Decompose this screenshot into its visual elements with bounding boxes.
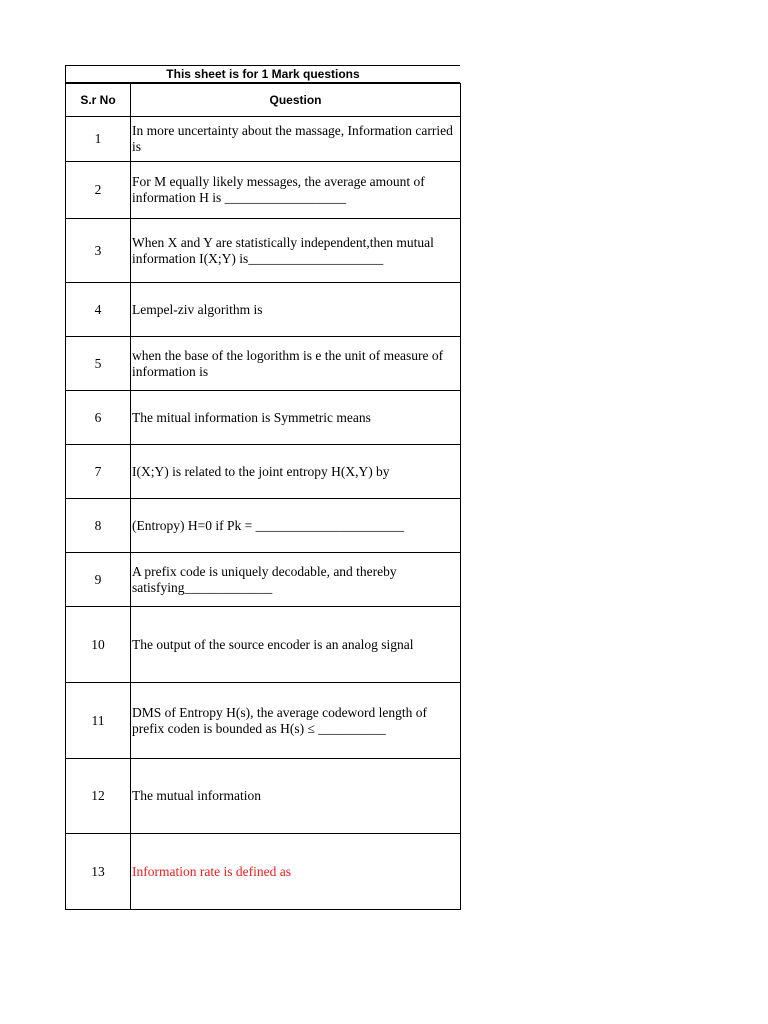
row-number: 3	[66, 219, 131, 283]
table-row	[66, 445, 461, 499]
row-number: 8	[66, 499, 131, 553]
question-text: In more uncertainty about the massage, Information carried is	[131, 117, 461, 162]
table-row	[66, 117, 461, 162]
row-number: 7	[66, 445, 131, 499]
table-row	[66, 553, 461, 607]
table-row	[66, 499, 461, 553]
row-number: 11	[66, 683, 131, 759]
row-number: 6	[66, 391, 131, 445]
table-row	[66, 283, 461, 337]
question-text: For M equally likely messages, the average amount of information H is __________________	[131, 162, 461, 219]
row-number: 5	[66, 337, 131, 391]
question-sheet	[65, 65, 460, 910]
row-number: 12	[66, 759, 131, 834]
question-text: I(X;Y) is related to the joint entropy H(X,Y) by	[131, 445, 461, 499]
header-row	[66, 84, 461, 117]
question-text: (Entropy) H=0 if Pk = ______________________	[131, 499, 461, 553]
question-text: The mutual information	[131, 759, 461, 834]
questions-table	[65, 83, 461, 910]
question-text: The mitual information is Symmetric means	[131, 391, 461, 445]
row-number: 10	[66, 607, 131, 683]
question-text: Information rate is defined as	[131, 834, 461, 910]
table-row	[66, 337, 461, 391]
question-text: when the base of the logorithm is e the unit of measure of information is	[131, 337, 461, 391]
question-text: A prefix code is uniquely decodable, and thereby satisfying_____________	[131, 553, 461, 607]
header-question: Question	[131, 84, 461, 117]
question-text: When X and Y are statistically independent,then mutual information I(X;Y) is____________________	[131, 219, 461, 283]
question-text: DMS of Entropy H(s), the average codeword length of prefix coden is bounded as H(s) ≤ __________	[131, 683, 461, 759]
table-row	[66, 219, 461, 283]
table-row	[66, 607, 461, 683]
row-number: 2	[66, 162, 131, 219]
table-row	[66, 162, 461, 219]
row-number: 9	[66, 553, 131, 607]
question-text: Lempel-ziv algorithm is	[131, 283, 461, 337]
header-sr-no: S.r No	[66, 84, 131, 117]
table-row	[66, 834, 461, 910]
question-text: The output of the source encoder is an analog signal	[131, 607, 461, 683]
row-number: 4	[66, 283, 131, 337]
sheet-title: This sheet is for 1 Mark questions	[65, 65, 460, 83]
table-row	[66, 759, 461, 834]
row-number: 1	[66, 117, 131, 162]
table-row	[66, 683, 461, 759]
row-number: 13	[66, 834, 131, 910]
table-row	[66, 391, 461, 445]
